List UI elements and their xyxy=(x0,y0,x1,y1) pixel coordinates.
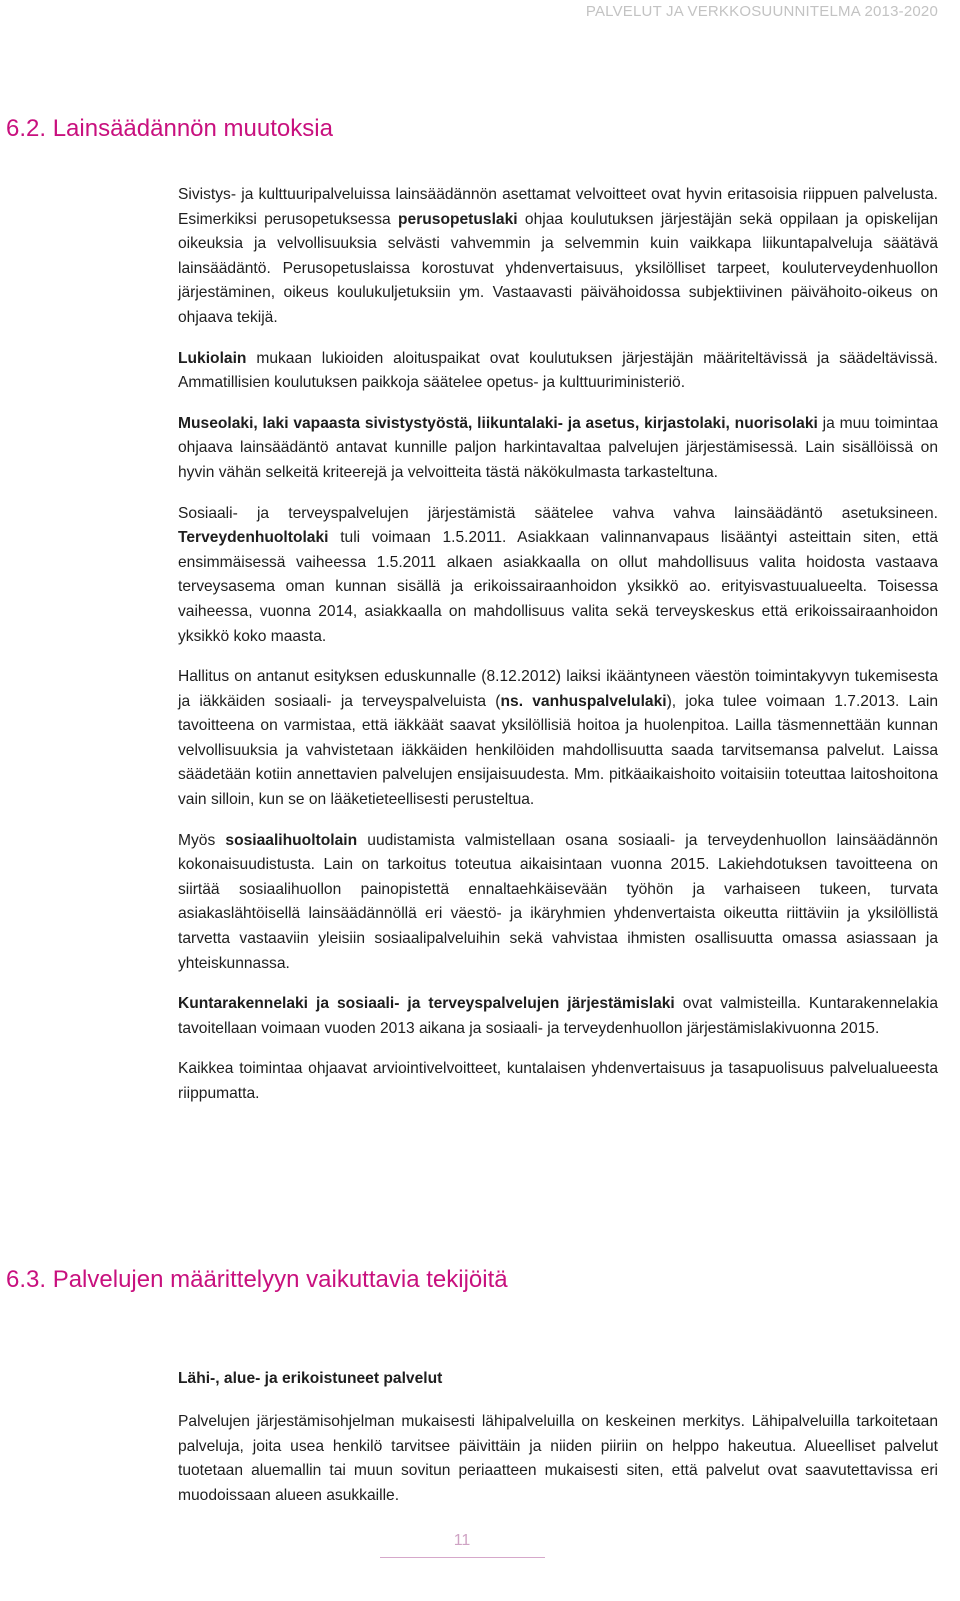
running-header: PALVELUT JA VERKKOSUUNNITELMA 2013-2020 xyxy=(585,3,938,20)
text-run: ohjaa koulutuksen järjestäjän sekä oppilaan ja opiskelijan oikeuksia ja velvollisuuksia selvästi vahvemmin ja selvemmin kuin vaikkapa liikuntapalveluja säätävä lainsäädäntö. Perusopetuslaissa korostuvat yhdenvertaisuus, yksilölliset tarpeet, kouluterveydenhuollon järjestäminen, oikeus koulukuljetuksiin ym. Vastaavasti päivähoidossa subjektiivinen päivähoito-oikeus on ohjaava tekijä. xyxy=(178,210,938,326)
text-run: tuli voimaan 1.5.2011. Asiakkaan valinnanvapaus lisääntyi asteittain siten, että ensimmäisessä vaiheessa 1.5.2011 alkaen asiakkaalla on ollut mahdollisuus valita hoidosta vastaava terveysasema oman kunnan sisällä ja erikoissairaanhoidon yksikkö ao. erityisvastuualueelta. Toisessa vaiheessa, vuonna 2014, asiakkaalla on mahdollisuus valita sekä terveyskeskus että erikoissairaanhoidon yksikkö koko maasta. xyxy=(178,529,938,645)
paragraph xyxy=(178,1057,938,1106)
section-title-6-2 xyxy=(6,115,333,143)
paragraph xyxy=(178,412,938,486)
paragraph xyxy=(178,665,938,813)
text-run: Sosiaali- ja terveyspalvelujen järjestämistä säätelee vahva vahva lainsäädäntö asetuksineen. xyxy=(178,504,938,522)
text-run: uudistamista valmistellaan osana sosiaali- ja terveydenhuollon lainsäädännön kokonaisuudistusta. Lain on tarkoitus toteutua aikaisintaan vuonna 2015. Lakiehdotuksen tavoitteena on siirtää sosiaalihuollon painopistettä ennaltaehkäisevään työhön ja varhaiseen tukeen, turvata asiakaslähtöisellä lainsäädännöllä eri väestö- ja ikäryhmien yhdenvertaista oikeutta riittäviin ja yksilöllistä tarvetta vastaaviin yleisiin sosiaalipalveluihin sekä vahvistaa ihmisten osallisuutta omassa asiassaan ja yhteiskunnassa. xyxy=(178,831,938,972)
paragraph xyxy=(178,829,938,977)
text-run: Kaikkea toimintaa ohjaavat arviointivelvoitteet, kuntalaisen yhdenvertaisuus ja tasapuolisuus palvelualueesta riippumatta. xyxy=(178,1060,938,1102)
page-number: 11 xyxy=(453,1532,471,1549)
bold-term: Terveydenhuoltolaki xyxy=(178,529,329,547)
text-run: mukaan lukioiden aloituspaikat ovat koulutuksen järjestäjän määriteltävissä ja säädeltävissä. Ammatillisien koulutuksen paikkoja säätelee opetus- ja kulttuuriministeriö. xyxy=(178,349,938,392)
text-run: ovat valmisteilla. Kuntarakennelakia tavoitellaan voimaan vuoden 2013 aikana ja sosiaali- ja terveydenhuollon järjestämislakivuonna 2015. xyxy=(178,995,939,1037)
section-number: 6.2. xyxy=(6,115,47,142)
text-run: Hallitus on antanut esityksen eduskunnalle (8.12.2012) laiksi ikääntyneen väestön toimintakyvyn tukemisesta ja iäkkäiden sosiaali- ja terveyspalveluista ( xyxy=(178,668,938,710)
subheading: Lähi-, alue- ja erikoistuneet palvelut xyxy=(178,1370,443,1387)
bold-term: Lukiolain xyxy=(178,349,247,367)
paragraph xyxy=(178,992,938,1041)
paragraph xyxy=(178,502,938,650)
section-6-2-body xyxy=(178,183,938,1123)
paragraph: Palvelujen järjestämisohjelman mukaisesti lähipalveluilla on keskeinen merkitys. Lähipalveluilla tarkoitetaan palveluja, joita usea henkilö tarvitsee päivittäin ja niiden piiriin on helppo hakeutua. Alueelliset palvelut tuotetaan aluemallin tai muun sovitun periaatteen mukaisesti siten, että palvelut ovat saavutettavissa eri muodoissaan alueen asukkaille. xyxy=(178,1413,938,1504)
bold-term: ns. vanhuspalvelulaki xyxy=(500,692,667,710)
text-run: ja muu toimintaa ohjaava lainsäädäntö antavat kunnille paljon harkintavaltaa palvelujen järjestämisessä. Lain sisällöissä on hyvin vähän selkeitä kriteerejä ja velvoitteita tästä näkökulmasta tarkasteltuna. xyxy=(178,414,938,481)
bold-term: perusopetuslaki xyxy=(398,210,518,228)
section-title-6-3 xyxy=(6,1266,508,1294)
section-title-text: Palvelujen määrittelyyn vaikuttavia tekijöitä xyxy=(52,1266,508,1293)
paragraph xyxy=(178,183,938,331)
section-6-3-body xyxy=(178,1410,938,1524)
bold-term: Kuntarakennelaki ja sosiaali- ja terveyspalvelujen järjestämislaki xyxy=(178,995,675,1013)
paragraph xyxy=(178,347,938,396)
text-run: Myös xyxy=(178,831,226,849)
text-run: ), joka tulee voimaan 1.7.2013. Lain tavoitteena on varmistaa, että iäkkäät saavat yksilöllisiä hoitoa ja huolenpitoa. Lailla täsmennettään kunnan velvollisuuksia ja vahvistetaan iäkkäiden henkilöiden mahdollisuutta saada tarvitsemansa palvelut. Laissa säädetään kotiin annettavien palvelujen ensijaisuudesta. Mm. pitkäaikaishoito voitaisiin toteuttaa laitoshoitona vain silloin, kun se on lääketieteellisesti perusteltua. xyxy=(178,692,939,809)
text-run: Sivistys- ja kulttuuripalveluissa lainsäädännön asettamat velvoitteet ovat hyvin eritasoisia riippuen palvelusta. Esimerkiksi perusopetuksessa xyxy=(178,186,938,228)
section-title-text: Lainsäädännön muutoksia xyxy=(52,115,333,142)
bold-term: Museolaki, laki vapaasta sivistystyöstä, liikuntalaki- ja asetus, kirjastolaki, nuorisolaki xyxy=(178,414,818,432)
bold-term: sosiaalihuoltolain xyxy=(225,831,358,849)
page-number-rule xyxy=(380,1557,545,1558)
section-number: 6.3. xyxy=(6,1266,47,1293)
